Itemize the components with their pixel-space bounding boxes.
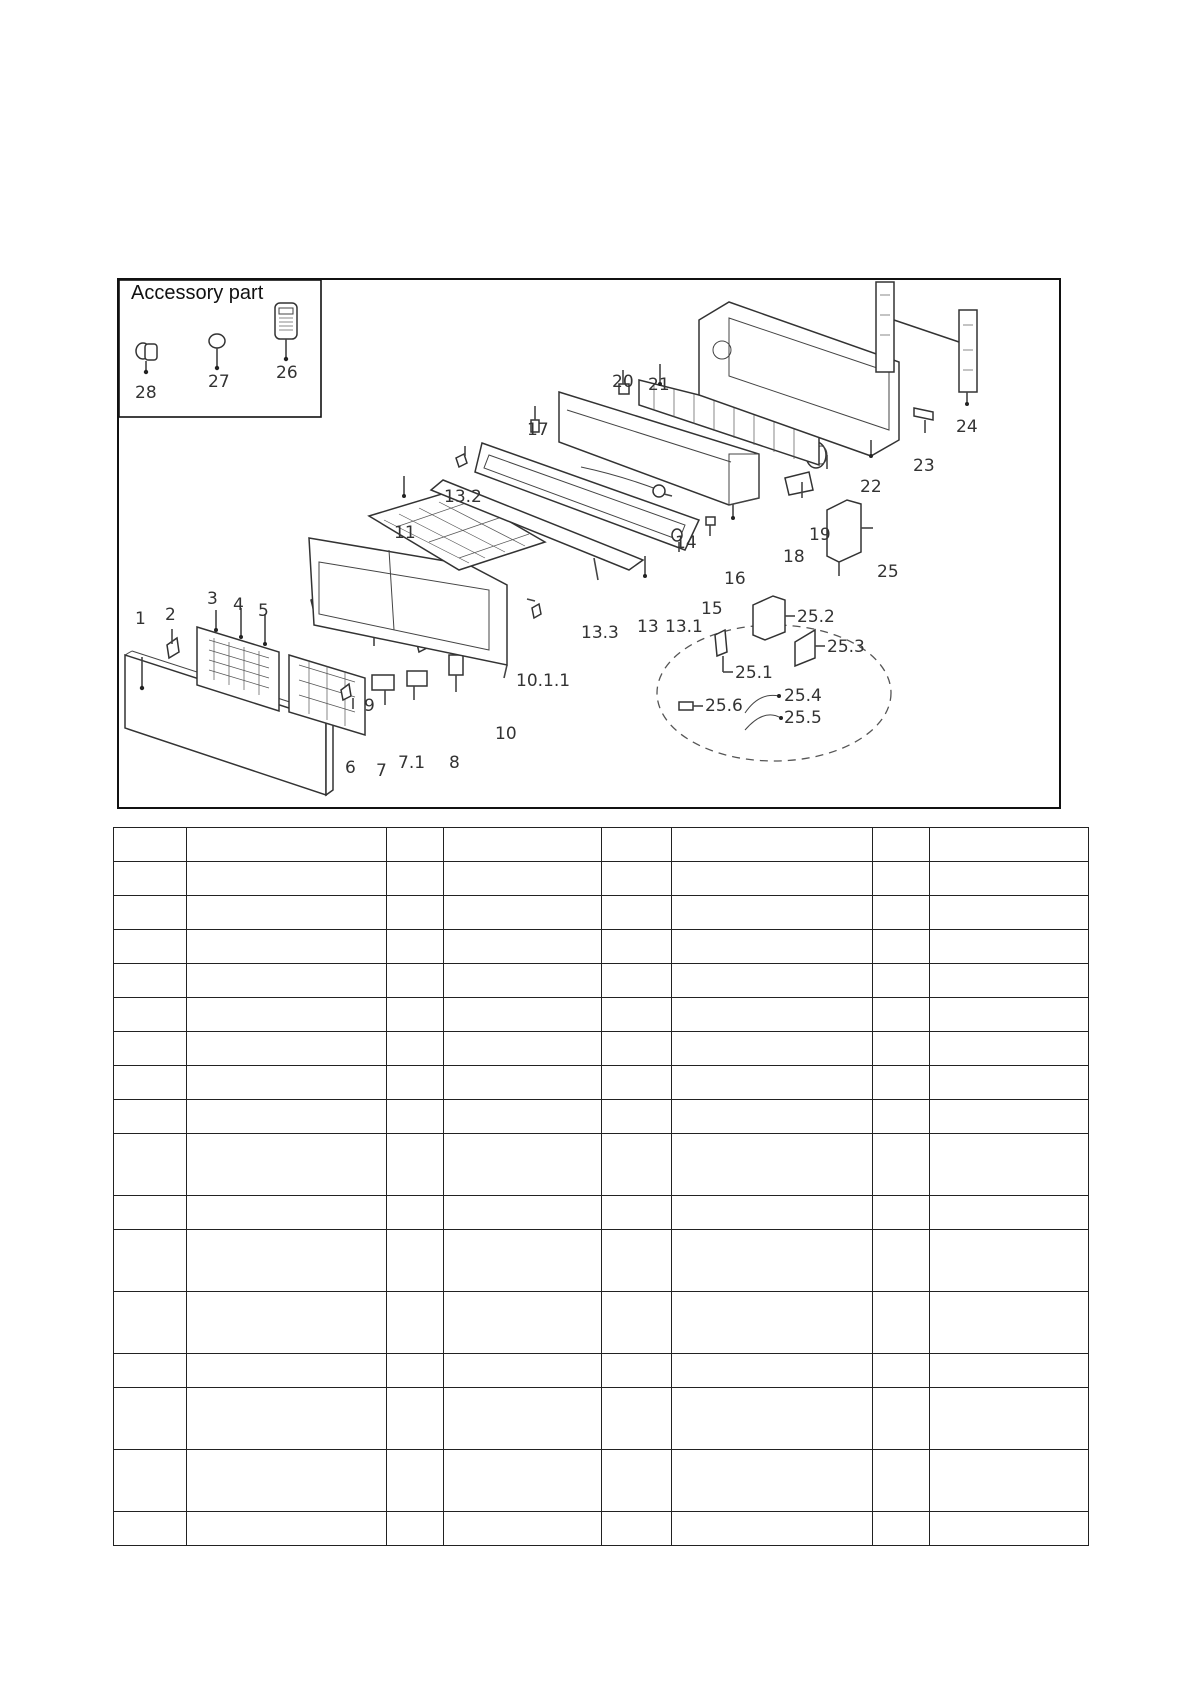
callout-label: 7 <box>376 761 387 781</box>
parts-table-cell <box>930 998 1089 1032</box>
parts-table-cell <box>930 1100 1089 1134</box>
parts-table-cell <box>873 1066 930 1100</box>
parts-table-cell <box>672 1196 873 1230</box>
callout-label: 6 <box>345 758 356 778</box>
parts-table-cell <box>672 1292 873 1354</box>
parts-table-cell <box>187 1230 387 1292</box>
parts-table-cell <box>602 998 672 1032</box>
parts-table-cell <box>602 1388 672 1450</box>
parts-table-cell <box>387 1388 444 1450</box>
hinge-part <box>167 629 179 658</box>
parts-table-cell <box>930 1196 1089 1230</box>
parts-table-cell <box>873 1196 930 1230</box>
parts-table-cell <box>387 1134 444 1196</box>
callout-label: 25.5 <box>784 708 822 728</box>
callout-label: 4 <box>233 595 244 615</box>
parts-table-cell <box>930 1230 1089 1292</box>
parts-table-row <box>114 1354 1089 1388</box>
parts-table-cell <box>387 828 444 862</box>
parts-table-cell <box>873 1230 930 1292</box>
parts-table-row <box>114 1388 1089 1450</box>
parts-table-cell <box>187 1450 387 1512</box>
callout-label: 14 <box>675 533 697 553</box>
callout-label: 13.1 <box>665 617 703 637</box>
small-clip-part <box>456 446 467 467</box>
parts-table-cell <box>602 964 672 998</box>
parts-table-cell <box>930 1134 1089 1196</box>
parts-table-cell <box>873 1450 930 1512</box>
parts-table-cell <box>114 896 187 930</box>
parts-table-cell <box>187 964 387 998</box>
callout-label: 24 <box>956 417 978 437</box>
callout-label: 11 <box>394 523 416 543</box>
exploded-diagram-frame <box>117 278 1061 809</box>
callout-label: 15 <box>701 599 723 619</box>
callout-label: 13.3 <box>581 623 619 643</box>
parts-table-cell <box>187 1196 387 1230</box>
parts-table-cell <box>387 1100 444 1134</box>
callout-label: 2 <box>165 605 176 625</box>
parts-table-row <box>114 896 1089 930</box>
parts-table-cell <box>672 862 873 896</box>
callout-label: 10.1.1 <box>516 671 571 691</box>
callout-label: 18 <box>783 547 805 567</box>
parts-table-cell <box>187 1354 387 1388</box>
control-box-part <box>827 500 873 576</box>
parts-list-table <box>113 827 1089 1546</box>
parts-table-cell <box>114 1388 187 1450</box>
parts-table-cell <box>387 1512 444 1546</box>
parts-table-cell <box>114 964 187 998</box>
parts-table-cell <box>602 1512 672 1546</box>
parts-table-row <box>114 828 1089 862</box>
parts-table-cell <box>930 1388 1089 1450</box>
parts-table-cell <box>930 930 1089 964</box>
parts-table-row <box>114 1292 1089 1354</box>
parts-table-cell <box>114 1196 187 1230</box>
parts-table-row <box>114 1134 1089 1196</box>
callout-label: 8 <box>449 753 460 773</box>
parts-table-cell <box>602 828 672 862</box>
small-bracket-part <box>527 599 541 618</box>
parts-table-cell <box>444 1100 602 1134</box>
motor-bracket-part <box>785 472 813 498</box>
parts-table-cell <box>930 828 1089 862</box>
callout-label: 26 <box>276 363 298 383</box>
parts-table-cell <box>444 1230 602 1292</box>
parts-table-cell <box>444 1292 602 1354</box>
parts-table-cell <box>873 1512 930 1546</box>
parts-table-row <box>114 1450 1089 1512</box>
parts-table-cell <box>873 1032 930 1066</box>
ring-part <box>209 334 225 370</box>
parts-table-cell <box>672 828 873 862</box>
parts-table-row <box>114 1032 1089 1066</box>
parts-table-cell <box>387 862 444 896</box>
parts-table-cell <box>387 1230 444 1292</box>
parts-table-cell <box>873 930 930 964</box>
callout-label: 28 <box>135 383 157 403</box>
parts-table-cell <box>672 1388 873 1450</box>
parts-table-cell <box>602 930 672 964</box>
parts-table-cell <box>873 1134 930 1196</box>
parts-table-cell <box>930 964 1089 998</box>
parts-table-cell <box>873 862 930 896</box>
parts-table-cell <box>602 1196 672 1230</box>
parts-table-cell <box>387 1354 444 1388</box>
parts-table-cell <box>187 1100 387 1134</box>
parts-table-body <box>114 828 1089 1546</box>
parts-table-cell <box>873 1292 930 1354</box>
parts-table-cell <box>444 1450 602 1512</box>
callout-label: 25.2 <box>797 607 835 627</box>
parts-table-cell <box>672 1512 873 1546</box>
parts-table-cell <box>187 828 387 862</box>
parts-table-cell <box>387 1450 444 1512</box>
parts-table-cell <box>602 1230 672 1292</box>
parts-table-cell <box>602 1450 672 1512</box>
callout-label: 16 <box>724 569 746 589</box>
parts-table-cell <box>444 828 602 862</box>
parts-table-cell <box>873 998 930 1032</box>
parts-table-cell <box>114 1450 187 1512</box>
parts-table-cell <box>187 1032 387 1066</box>
parts-table-row <box>114 1512 1089 1546</box>
parts-table-cell <box>930 1450 1089 1512</box>
parts-table-cell <box>930 1032 1089 1066</box>
parts-table-cell <box>873 1354 930 1388</box>
callout-label: 25.3 <box>827 637 865 657</box>
parts-table-cell <box>672 1100 873 1134</box>
parts-table-cell <box>387 1066 444 1100</box>
parts-table-cell <box>114 1100 187 1134</box>
parts-table-row <box>114 1100 1089 1134</box>
parts-table-cell <box>602 1066 672 1100</box>
parts-table-cell <box>672 964 873 998</box>
callout-label: 13.2 <box>444 487 482 507</box>
accessory-title: Accessory part <box>131 282 264 304</box>
parts-table-cell <box>387 896 444 930</box>
parts-table-cell <box>873 1100 930 1134</box>
parts-table-cell <box>114 1354 187 1388</box>
callout-label: 9 <box>364 696 375 716</box>
parts-table-cell <box>873 896 930 930</box>
parts-table-cell <box>444 1512 602 1546</box>
parts-table-cell <box>187 1066 387 1100</box>
remote-control-part <box>275 303 297 361</box>
parts-table-row <box>114 964 1089 998</box>
parts-table-cell <box>930 1512 1089 1546</box>
parts-table-cell <box>444 1388 602 1450</box>
callout-label: 21 <box>648 375 670 395</box>
callout-label: 17 <box>527 420 549 440</box>
parts-table-cell <box>672 1134 873 1196</box>
parts-table-cell <box>387 1032 444 1066</box>
parts-table-cell <box>187 1134 387 1196</box>
parts-table-cell <box>444 1134 602 1196</box>
parts-table-cell <box>114 1512 187 1546</box>
callout-label: 7.1 <box>398 753 426 773</box>
callout-label: 5 <box>258 601 269 621</box>
exploded-view-diagram <box>119 280 1063 811</box>
parts-table-cell <box>602 862 672 896</box>
drain-connector-part <box>136 343 157 374</box>
parts-table-cell <box>873 828 930 862</box>
parts-table-cell <box>187 1388 387 1450</box>
parts-table-row <box>114 1196 1089 1230</box>
parts-table-cell <box>387 964 444 998</box>
parts-table-cell <box>672 896 873 930</box>
parts-table-cell <box>387 1196 444 1230</box>
parts-table-cell <box>873 964 930 998</box>
parts-table-cell <box>444 930 602 964</box>
parts-table-cell <box>602 896 672 930</box>
parts-table-row <box>114 1230 1089 1292</box>
parts-table-cell <box>187 1512 387 1546</box>
callout-label: 25.6 <box>705 696 743 716</box>
parts-table-cell <box>187 862 387 896</box>
parts-table-cell <box>672 1354 873 1388</box>
parts-table-cell <box>387 998 444 1032</box>
parts-table-cell <box>602 1032 672 1066</box>
callout-label: 23 <box>913 456 935 476</box>
parts-table-cell <box>444 1032 602 1066</box>
parts-table-cell <box>114 1134 187 1196</box>
parts-table-cell <box>444 1066 602 1100</box>
parts-table-cell <box>672 930 873 964</box>
parts-table-cell <box>444 964 602 998</box>
callout-label: 27 <box>208 372 230 392</box>
terminal-cover-part <box>914 408 933 433</box>
parts-table-cell <box>444 1354 602 1388</box>
parts-table-cell <box>873 1388 930 1450</box>
callout-label: 25.1 <box>735 663 773 683</box>
callout-label: 25 <box>877 562 899 582</box>
callout-label: 19 <box>809 525 831 545</box>
parts-table-cell <box>114 862 187 896</box>
parts-table-cell <box>602 1292 672 1354</box>
parts-table-cell <box>114 930 187 964</box>
parts-table-cell <box>114 1292 187 1354</box>
callout-label: 13 <box>637 617 659 637</box>
parts-table-row <box>114 1066 1089 1100</box>
sensor-part <box>706 517 715 536</box>
parts-table-row <box>114 862 1089 896</box>
parts-table-cell <box>114 1066 187 1100</box>
callout-label: 10 <box>495 724 517 744</box>
parts-table-cell <box>672 998 873 1032</box>
callout-label: 20 <box>612 372 634 392</box>
parts-table-cell <box>444 998 602 1032</box>
parts-table-cell <box>187 998 387 1032</box>
parts-table-cell <box>930 862 1089 896</box>
parts-table-cell <box>444 1196 602 1230</box>
parts-table-cell <box>444 896 602 930</box>
parts-table-cell <box>602 1354 672 1388</box>
parts-table-cell <box>930 1066 1089 1100</box>
parts-table-cell <box>672 1230 873 1292</box>
callout-label: 1 <box>135 609 146 629</box>
parts-table-cell <box>930 896 1089 930</box>
callout-label: 3 <box>207 589 218 609</box>
parts-table-row <box>114 930 1089 964</box>
parts-table-cell <box>187 896 387 930</box>
parts-table-cell <box>187 1292 387 1354</box>
parts-table-cell <box>187 930 387 964</box>
parts-table-cell <box>387 1292 444 1354</box>
parts-table-cell <box>672 1032 873 1066</box>
parts-table-row <box>114 998 1089 1032</box>
parts-table-cell <box>444 862 602 896</box>
parts-table-cell <box>672 1066 873 1100</box>
callout-label: 22 <box>860 477 882 497</box>
parts-table-cell <box>602 1134 672 1196</box>
callout-label: 25.4 <box>784 686 822 706</box>
parts-table-cell <box>114 1230 187 1292</box>
parts-table-cell <box>114 828 187 862</box>
parts-table-cell <box>672 1450 873 1512</box>
parts-table-cell <box>114 1032 187 1066</box>
parts-table-cell <box>602 1100 672 1134</box>
parts-table-cell <box>387 930 444 964</box>
parts-table-cell <box>930 1292 1089 1354</box>
parts-table-cell <box>930 1354 1089 1388</box>
parts-table-cell <box>114 998 187 1032</box>
